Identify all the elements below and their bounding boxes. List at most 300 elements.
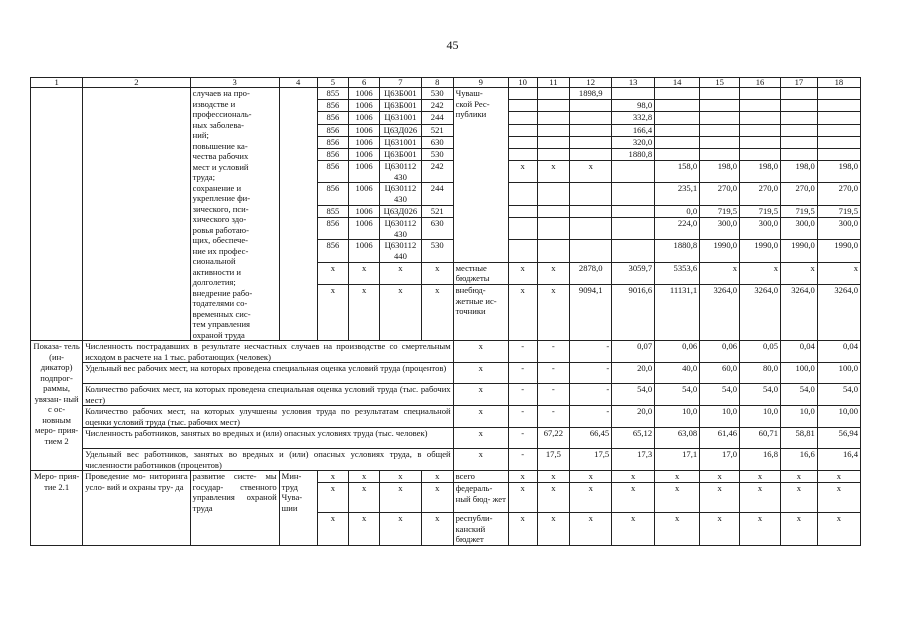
budget-c10	[508, 240, 537, 262]
event-description-line: хического здо-	[192, 214, 247, 224]
budget-c7: Ц63Д026	[379, 205, 421, 217]
budget-c16	[740, 136, 781, 148]
indicator-value: -	[570, 384, 612, 406]
budget-c15	[700, 148, 740, 160]
budget-c17	[781, 100, 818, 112]
budget-c6: 1006	[349, 205, 380, 217]
budget-c14	[655, 100, 700, 112]
budget-c7: Ц63Д026	[379, 124, 421, 136]
indicator-value: 10,0	[700, 406, 740, 428]
budget-c5: 856	[317, 183, 349, 205]
budget-c8: 530	[421, 148, 453, 160]
indicator-name: Удельный вес работников, занятых во вредных и (или) опасных условиях труда, в общей численности работников (процентов)	[83, 449, 453, 471]
funding-source-line: публики	[455, 109, 487, 119]
event21-funding-source: республи- канский бюджет	[453, 513, 508, 546]
budget-c17: 719,5	[781, 205, 818, 217]
budget-c7: x	[379, 262, 421, 284]
budget-c17: 270,0	[781, 183, 818, 205]
budget-c6: 1006	[349, 161, 380, 183]
budget-c16	[740, 148, 781, 160]
budget-c6: 1006	[349, 218, 380, 240]
column-number: 16	[740, 78, 781, 88]
indicator-value: -	[570, 363, 612, 384]
budget-c17	[781, 88, 818, 100]
budget-c11	[537, 100, 570, 112]
indicator-value: 0,04	[781, 341, 818, 363]
column-number: 17	[781, 78, 818, 88]
budget-c11: x	[537, 262, 570, 284]
budget-c18	[817, 112, 860, 124]
event21-funding-source: всего	[453, 471, 508, 483]
indicator-value: x	[453, 341, 508, 363]
event21-row	[31, 471, 861, 483]
budget-c5: 856	[317, 100, 349, 112]
event21-c8: x	[421, 471, 453, 483]
budget-c14: 5353,6	[655, 262, 700, 284]
budget-c12	[570, 100, 612, 112]
event21-label: Меро- прия- тие 2.1	[31, 471, 83, 546]
budget-c6: 1006	[349, 148, 380, 160]
budget-c14: 158,0	[655, 161, 700, 183]
budget-c12	[570, 124, 612, 136]
column-number: 10	[508, 78, 537, 88]
column-number: 8	[421, 78, 453, 88]
budget-c17	[781, 124, 818, 136]
budget-c14: 224,0	[655, 218, 700, 240]
column-number: 14	[655, 78, 700, 88]
budget-c16	[740, 112, 781, 124]
budget-c8: 242	[421, 100, 453, 112]
budget-c14	[655, 148, 700, 160]
indicator-row	[31, 406, 861, 428]
budget-c18	[817, 124, 860, 136]
event-description-line: труда;	[192, 172, 216, 182]
indicator-value: 67,22	[537, 428, 570, 449]
event21-c17: x	[781, 483, 818, 513]
event-description-line: зического, пси-	[192, 203, 249, 214]
budget-c8: x	[421, 262, 453, 284]
indicator-row	[31, 428, 861, 449]
indicator-value: 0,04	[817, 341, 860, 363]
budget-c5: 856	[317, 124, 349, 136]
event21-name: Проведение мо- ниторинга усло- вий и охраны тру- да	[83, 471, 190, 546]
budget-c16	[740, 88, 781, 100]
budget-c7: Ц631001	[379, 136, 421, 148]
budget-c18	[817, 88, 860, 100]
funding-source-republic	[453, 88, 508, 263]
indicator-row	[31, 449, 861, 471]
indicator-value: 20,0	[612, 363, 655, 384]
budget-c7: Ц63Б001	[379, 88, 421, 100]
program-table	[30, 77, 861, 546]
event-description-line: укрепление фи-	[192, 193, 251, 203]
event-description-line: ний;	[192, 130, 209, 140]
budget-c12: 2878,0	[570, 262, 612, 284]
budget-c10: x	[508, 161, 537, 183]
indicator-value: 16,4	[817, 449, 860, 471]
budget-c17: x	[781, 262, 818, 284]
funding-source-line: Чуваш-	[455, 88, 483, 98]
budget-c18: 270,0	[817, 183, 860, 205]
budget-c6: 1006	[349, 136, 380, 148]
budget-c8: 630	[421, 136, 453, 148]
budget-c16: 3264,0	[740, 285, 781, 341]
budget-c10: x	[508, 285, 537, 341]
event21-c16: x	[740, 513, 781, 546]
budget-c10	[508, 218, 537, 240]
event-description-line: ных заболева-	[192, 119, 244, 130]
event21-c8: x	[421, 513, 453, 546]
funding-source-line: ской Рес-	[455, 98, 490, 109]
budget-c14: 11131,1	[655, 285, 700, 341]
budget-c7: x	[379, 285, 421, 341]
indicator-name: Численность работников, занятых во вредных и (или) опасных условиях труда (тыс. человек)	[83, 428, 453, 449]
funding-source: местные бюджеты	[453, 262, 508, 284]
indicator-value: 80,0	[740, 363, 781, 384]
indicator-value: 17,0	[700, 449, 740, 471]
indicator-name: Количество рабочих мест, на которых проведена специальная оценка условий труда (тыс. рабочих мест)	[83, 384, 453, 406]
budget-c12	[570, 240, 612, 262]
indicator-value: -	[537, 406, 570, 428]
budget-c8: 630	[421, 218, 453, 240]
budget-c18	[817, 148, 860, 160]
indicator-value: 61,46	[700, 428, 740, 449]
column-number: 3	[190, 78, 279, 88]
budget-c12: 9094,1	[570, 285, 612, 341]
budget-c17	[781, 136, 818, 148]
event-description-line: профессиональ-	[192, 109, 252, 119]
budget-c5: 856	[317, 161, 349, 183]
indicator-value: -	[508, 406, 537, 428]
event21-funding-source: федераль- ный бюд- жет	[453, 483, 508, 513]
indicator-value: x	[453, 384, 508, 406]
budget-c7: Ц63Б001	[379, 100, 421, 112]
event-col2	[83, 88, 190, 341]
budget-c13: 3059,7	[612, 262, 655, 284]
budget-c17	[781, 148, 818, 160]
budget-c6: 1006	[349, 112, 380, 124]
budget-c12: x	[570, 161, 612, 183]
indicator-value: 10,0	[781, 406, 818, 428]
column-number: 7	[379, 78, 421, 88]
event21-c10: x	[508, 513, 537, 546]
column-number: 9	[453, 78, 508, 88]
indicator-value: 54,0	[740, 384, 781, 406]
event21-c7: x	[379, 483, 421, 513]
indicator-name: Количество рабочих мест, на которых улучшены условия труда по результатам специальной оценки условий труда (тыс. рабочих мест)	[83, 406, 453, 428]
table-body	[31, 78, 861, 546]
event21-c5: x	[317, 513, 349, 546]
budget-c5: x	[317, 262, 349, 284]
column-number: 13	[612, 78, 655, 88]
event21-c8: x	[421, 483, 453, 513]
budget-c14: 235,1	[655, 183, 700, 205]
indicator-value: -	[570, 341, 612, 363]
event21-c17: x	[781, 513, 818, 546]
budget-c13	[612, 205, 655, 217]
indicator-value: 65,12	[612, 428, 655, 449]
budget-c10	[508, 183, 537, 205]
indicator-value: 100,0	[817, 363, 860, 384]
budget-c13	[612, 161, 655, 183]
indicator-value: 100,0	[781, 363, 818, 384]
budget-c11	[537, 240, 570, 262]
event-description-line: изводстве и	[192, 98, 236, 109]
budget-c12	[570, 148, 612, 160]
indicator-value: -	[537, 384, 570, 406]
budget-c11	[537, 148, 570, 160]
budget-c15: 198,0	[700, 161, 740, 183]
budget-c5: 856	[317, 112, 349, 124]
budget-c14	[655, 112, 700, 124]
event-description-line: щих, обеспече-	[192, 235, 249, 245]
budget-c16: 198,0	[740, 161, 781, 183]
budget-c5: 856	[317, 240, 349, 262]
event21-c5: x	[317, 471, 349, 483]
indicator-value: 0,06	[700, 341, 740, 363]
indicator-value: 16,6	[781, 449, 818, 471]
indicator-value: 0,05	[740, 341, 781, 363]
column-number: 12	[570, 78, 612, 88]
budget-c5: 855	[317, 205, 349, 217]
budget-c11	[537, 112, 570, 124]
event-description-line: случаев на про-	[192, 88, 250, 98]
budget-c12	[570, 205, 612, 217]
budget-c12: 1898,9	[570, 88, 612, 100]
event21-c10: x	[508, 483, 537, 513]
budget-c13	[612, 183, 655, 205]
column-number: 6	[349, 78, 380, 88]
event-description-line: сиональной	[192, 256, 236, 266]
budget-c18: 719,5	[817, 205, 860, 217]
indicator-value: 0,06	[655, 341, 700, 363]
budget-c15: 300,0	[700, 218, 740, 240]
indicator-value: 17,5	[537, 449, 570, 471]
indicator-value: x	[453, 428, 508, 449]
budget-c8: x	[421, 285, 453, 341]
budget-c11	[537, 183, 570, 205]
budget-c17: 198,0	[781, 161, 818, 183]
budget-c10	[508, 148, 537, 160]
budget-c8: 244	[421, 183, 453, 205]
budget-c10: x	[508, 262, 537, 284]
budget-c12	[570, 136, 612, 148]
indicator-value: -	[508, 363, 537, 384]
budget-c16	[740, 124, 781, 136]
event21-c18: x	[817, 471, 860, 483]
budget-c13	[612, 218, 655, 240]
header-row	[31, 78, 861, 88]
budget-c11	[537, 218, 570, 240]
budget-c6: x	[349, 285, 380, 341]
event21-c13: x	[612, 471, 655, 483]
event21-c16: x	[740, 483, 781, 513]
indicator-value: -	[570, 406, 612, 428]
indicator-value: -	[508, 449, 537, 471]
budget-c16: 270,0	[740, 183, 781, 205]
indicator-value: x	[453, 363, 508, 384]
event-description-line: долголетия;	[192, 277, 236, 287]
indicator-value: 16,8	[740, 449, 781, 471]
indicator-value: x	[453, 449, 508, 471]
event21-c12: x	[570, 483, 612, 513]
indicator-value: 17,5	[570, 449, 612, 471]
indicator-name: Численность пострадавших в результате несчастных случаев на производстве со смертельным исходом в расчете на 1 тыс. работающих (человек)	[83, 341, 453, 363]
indicator-row	[31, 384, 861, 406]
budget-c11	[537, 88, 570, 100]
indicator-value: 17,1	[655, 449, 700, 471]
budget-c6: 1006	[349, 88, 380, 100]
event-description-line: чества рабочих	[192, 151, 249, 161]
budget-c16	[740, 100, 781, 112]
budget-c10	[508, 112, 537, 124]
event21-c18: x	[817, 513, 860, 546]
budget-c16: x	[740, 262, 781, 284]
event21-c14: x	[655, 513, 700, 546]
event-col1	[31, 88, 83, 341]
budget-c5: 856	[317, 136, 349, 148]
budget-c8: 530	[421, 240, 453, 262]
budget-c15: 3264,0	[700, 285, 740, 341]
budget-c18: 198,0	[817, 161, 860, 183]
column-number: 5	[317, 78, 349, 88]
event21-c11: x	[537, 483, 570, 513]
budget-c10	[508, 136, 537, 148]
event21-c11: x	[537, 471, 570, 483]
budget-c10	[508, 100, 537, 112]
budget-c8: 244	[421, 112, 453, 124]
event21-c12: x	[570, 471, 612, 483]
event-description-line: ровья работаю-	[192, 224, 249, 235]
budget-c13	[612, 88, 655, 100]
budget-c7: Ц630112 430	[379, 218, 421, 240]
event21-c15: x	[700, 513, 740, 546]
budget-c7: Ц630112 430	[379, 183, 421, 205]
budget-c15: 270,0	[700, 183, 740, 205]
budget-c6: 1006	[349, 124, 380, 136]
event-description	[190, 88, 279, 341]
budget-c14	[655, 136, 700, 148]
budget-c13: 1880,8	[612, 148, 655, 160]
budget-c8: 242	[421, 161, 453, 183]
indicator-row	[31, 341, 861, 363]
event21-c6: x	[349, 471, 380, 483]
budget-c11	[537, 136, 570, 148]
event21-c11: x	[537, 513, 570, 546]
budget-c13: 9016,6	[612, 285, 655, 341]
event-description-line: мест и условий	[192, 161, 249, 172]
event-description-line: охраной труда	[192, 329, 245, 340]
budget-c18	[817, 136, 860, 148]
indicator-value: 20,0	[612, 406, 655, 428]
budget-c10	[508, 88, 537, 100]
budget-c18	[817, 100, 860, 112]
budget-c15: 719,5	[700, 205, 740, 217]
budget-c6: x	[349, 262, 380, 284]
indicator-value: 54,0	[655, 384, 700, 406]
indicator-value: 56,94	[817, 428, 860, 449]
budget-c7: Ц631001	[379, 112, 421, 124]
event21-c6: x	[349, 513, 380, 546]
budget-c18: 1990,0	[817, 240, 860, 262]
indicator-value: 66,45	[570, 428, 612, 449]
column-number: 15	[700, 78, 740, 88]
indicator-value: 54,0	[700, 384, 740, 406]
budget-c5: x	[317, 285, 349, 341]
indicator-value: -	[537, 363, 570, 384]
budget-c13: 320,0	[612, 136, 655, 148]
event-description-line: тодателями со-	[192, 298, 248, 308]
budget-c7: Ц63Б001	[379, 148, 421, 160]
budget-c5: 856	[317, 148, 349, 160]
event-description-line: временных сис-	[192, 308, 251, 319]
column-number: 2	[83, 78, 190, 88]
budget-c10	[508, 205, 537, 217]
event21-c14: x	[655, 483, 700, 513]
budget-c15: x	[700, 262, 740, 284]
event21-c7: x	[379, 471, 421, 483]
funding-source: внебюд- жетные ис- точники	[453, 285, 508, 341]
event21-c17: x	[781, 471, 818, 483]
event21-executor: Мин- труд Чува- шии	[279, 471, 317, 546]
budget-row	[31, 88, 861, 100]
budget-c15	[700, 100, 740, 112]
indicator-value: 10,0	[655, 406, 700, 428]
budget-c15	[700, 124, 740, 136]
budget-c12	[570, 218, 612, 240]
indicator-value: -	[508, 384, 537, 406]
budget-c7: Ц630112 430	[379, 161, 421, 183]
budget-c15	[700, 88, 740, 100]
indicator-value: 0,07	[612, 341, 655, 363]
indicator-value: 54,0	[781, 384, 818, 406]
budget-c14: 1880,8	[655, 240, 700, 262]
event21-c10: x	[508, 471, 537, 483]
event21-c5: x	[317, 483, 349, 513]
budget-c13: 332,8	[612, 112, 655, 124]
budget-c6: 1006	[349, 183, 380, 205]
column-number: 11	[537, 78, 570, 88]
event-description-line: повышение ка-	[192, 140, 248, 151]
budget-c18: 3264,0	[817, 285, 860, 341]
indicator-value: 58,81	[781, 428, 818, 449]
indicator-value: 17,3	[612, 449, 655, 471]
indicator-value: 54,0	[612, 384, 655, 406]
budget-c12	[570, 183, 612, 205]
event21-c7: x	[379, 513, 421, 546]
indicator-value: -	[537, 341, 570, 363]
column-number: 1	[31, 78, 83, 88]
budget-c10	[508, 124, 537, 136]
event21-c6: x	[349, 483, 380, 513]
budget-c8: 521	[421, 205, 453, 217]
column-number: 4	[279, 78, 317, 88]
indicator-value: 60,71	[740, 428, 781, 449]
budget-c17: 1990,0	[781, 240, 818, 262]
event21-target: развитие систе- мы государ- ственного управления охраной труда	[190, 471, 279, 546]
indicator-value: 40,0	[655, 363, 700, 384]
event21-c15: x	[700, 483, 740, 513]
budget-c18: 300,0	[817, 218, 860, 240]
budget-c5: 855	[317, 88, 349, 100]
budget-c12	[570, 112, 612, 124]
budget-c16: 300,0	[740, 218, 781, 240]
event21-c16: x	[740, 471, 781, 483]
budget-c11	[537, 205, 570, 217]
indicator-value: 10,0	[740, 406, 781, 428]
event21-c14: x	[655, 471, 700, 483]
event-description-line: тем управления	[192, 319, 251, 329]
